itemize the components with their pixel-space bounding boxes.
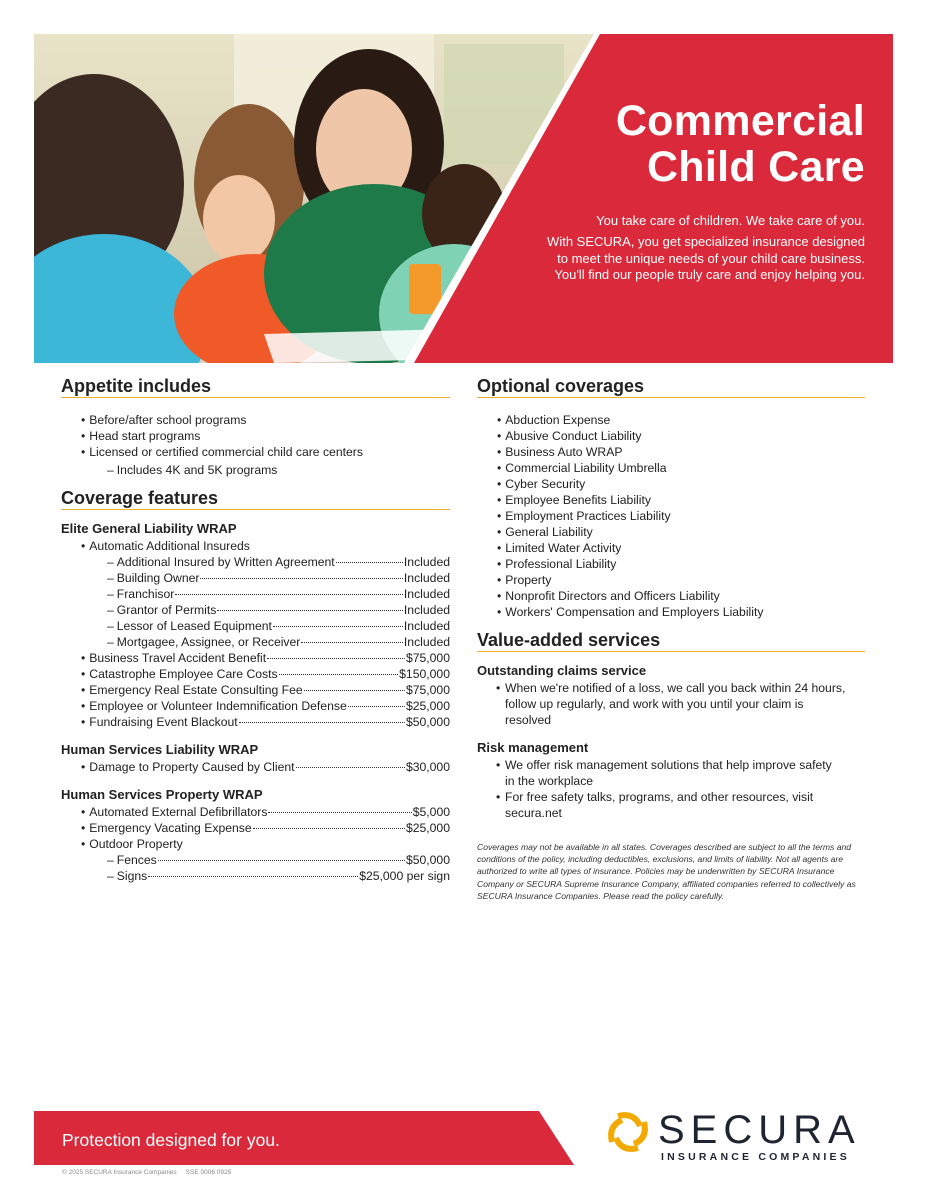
logo-subtitle: INSURANCE COMPANIES (661, 1151, 850, 1163)
coverage-row: • Automated External Defibrillators $5,000 (61, 804, 450, 820)
page-title (535, 98, 865, 190)
appetite-list (61, 412, 450, 478)
coverage-row: • Employee or Volunteer Indemnification Defense $25,000 (61, 698, 450, 714)
coverage-row: – Additional Insured by Written Agreement Included (61, 554, 450, 570)
list-item: • Abusive Conduct Liability (477, 428, 865, 444)
list-item: • General Liability (477, 524, 865, 540)
list-item: • Property (477, 572, 865, 588)
logo-wordmark: SECURA (658, 1108, 861, 1152)
list-item: • Employment Practices Liability (477, 508, 865, 524)
coverage-row: – Building Owner Included (61, 570, 450, 586)
right-column (477, 378, 865, 902)
list-item: • Automatic Additional Insureds (61, 538, 450, 554)
footer-tagline: Protection designed for you. (62, 1130, 280, 1150)
egl-heading: Elite General Liability WRAP (61, 521, 237, 536)
copyright: © 2025 SECURA Insurance Companies SSE 0006 0925 (62, 1169, 232, 1176)
list-sub-item: – Includes 4K and 5K programs (61, 462, 450, 478)
hsp-heading: Human Services Property WRAP (61, 787, 263, 802)
hero-text-block (535, 98, 865, 284)
list-item: • When we're notified of a loss, we call you back within 24 hours, follow up regularly, and work with you until your claim is resolved (477, 680, 865, 728)
hero-body: With SECURA, you get specialized insurance designed to meet the unique needs of your child care business. You'll find our people truly care and enjoy helping you. (547, 234, 865, 282)
coverage-heading: Coverage features (61, 490, 450, 510)
coverage-row: – Grantor of Permits Included (61, 602, 450, 618)
list-item: • Commercial Liability Umbrella (477, 460, 865, 476)
coverage-row: • Catastrophe Employee Care Costs $150,000 (61, 666, 450, 682)
coverage-row: • Business Travel Accident Benefit $75,000 (61, 650, 450, 666)
secura-knot-logo-icon (604, 1108, 652, 1156)
list-item: • Outdoor Property (61, 836, 450, 852)
coverage-row: – Franchisor Included (61, 586, 450, 602)
list-item: • For free safety talks, programs, and other resources, visit secura.net (477, 789, 865, 821)
list-item: • Before/after school programs (61, 412, 450, 428)
optional-list (477, 412, 865, 620)
list-item: • Employee Benefits Liability (477, 492, 865, 508)
coverage-row: • Emergency Real Estate Consulting Fee $75,000 (61, 682, 450, 698)
list-item: • We offer risk management solutions that help improve safety in the workplace (477, 757, 865, 789)
list-item: • Head start programs (61, 428, 450, 444)
title-line-2: Child Care (646, 143, 865, 191)
hero-tagline: You take care of children. We take care of you. (596, 213, 865, 228)
list-item: • Business Auto WRAP (477, 444, 865, 460)
hero-banner (34, 34, 893, 363)
coverage-row: – Lessor of Leased Equipment Included (61, 618, 450, 634)
value-added-heading: Value-added services (477, 632, 865, 652)
list-item: • Nonprofit Directors and Officers Liability (477, 588, 865, 604)
list-item: • Limited Water Activity (477, 540, 865, 556)
list-item: • Abduction Expense (477, 412, 865, 428)
coverage-row: – Signs $25,000 per sign (61, 868, 450, 884)
coverage-row: – Fences $50,000 (61, 852, 450, 868)
list-item: • Workers' Compensation and Employers Liability (477, 604, 865, 620)
claims-heading: Outstanding claims service (477, 663, 647, 678)
risk-heading: Risk management (477, 740, 589, 755)
appetite-heading: Appetite includes (61, 378, 450, 398)
list-item: • Professional Liability (477, 556, 865, 572)
hsl-heading: Human Services Liability WRAP (61, 742, 259, 757)
coverage-row: • Damage to Property Caused by Client $30,000 (61, 759, 450, 775)
disclaimer: Coverages may not be available in all states. Coverages described are subject to all the terms and conditions of the policy, including deductibles, exclusions, and limits of liability. Not all agents are authorized to write all types of insurance. Policies may be underwritten by SECURA Insurance Company or SECURA Supreme Insurance Company, affiliated companies referred to collectively as SECURA Insurance Companies. Please read the policy carefully. (477, 842, 856, 901)
list-item: • Licensed or certified commercial child care centers (61, 444, 450, 460)
optional-heading: Optional coverages (477, 378, 865, 398)
coverage-row: – Mortgagee, Assignee, or Receiver Included (61, 634, 450, 650)
list-item: • Cyber Security (477, 476, 865, 492)
secura-logo (604, 1106, 864, 1166)
coverage-row: • Fundraising Event Blackout $50,000 (61, 714, 450, 730)
coverage-row: • Emergency Vacating Expense $25,000 (61, 820, 450, 836)
title-line-1: Commercial (615, 97, 865, 145)
left-column (61, 378, 450, 884)
